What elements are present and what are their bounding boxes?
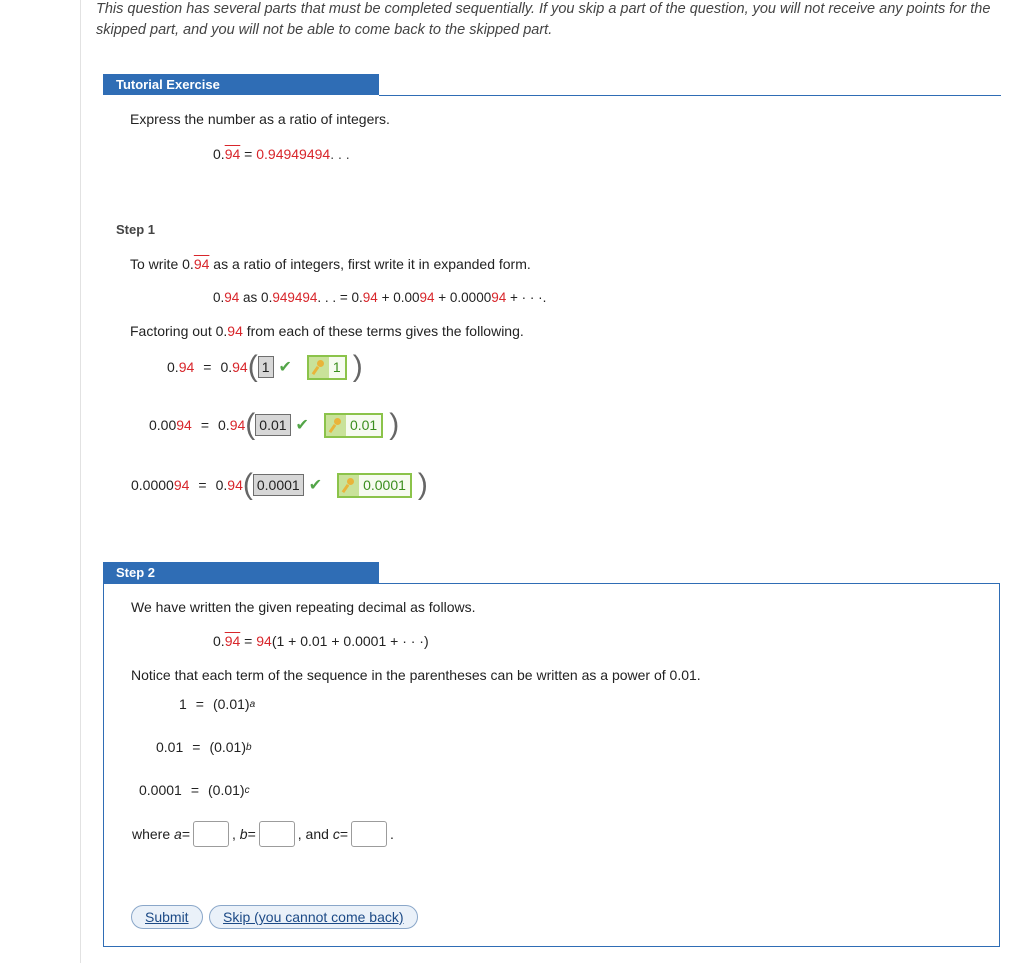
- answer-key-3: 0.0001: [337, 473, 412, 498]
- answer-key-2: 0.01: [324, 413, 383, 438]
- power-row: 0.0001 = (0.01) c: [139, 782, 250, 798]
- power-row: 0.01 = (0.01) b: [156, 739, 252, 755]
- content-frame-border: [80, 0, 81, 963]
- left-paren: (: [242, 468, 253, 501]
- key-icon: [326, 415, 346, 436]
- answer-line: where a = , b = , and c = .: [132, 821, 394, 847]
- key-icon: [339, 475, 359, 496]
- row-lhs: 0.94: [167, 359, 195, 375]
- skip-button[interactable]: Skip (you cannot come back): [209, 905, 418, 929]
- step1-factor-text: Factoring out 0.94 from each of these terms gives the following.: [130, 323, 524, 339]
- check-icon: ✔: [295, 417, 309, 434]
- tutorial-equation: 0.94 = 0.94949494. . .: [213, 146, 350, 162]
- answer-field-2: 0.01: [255, 414, 290, 436]
- intro-instructions: This question has several parts that must be completed sequentially. If you skip a part of the question, you will not receive any points for the skipped part, and you will not be able to come back to the skipped part.: [96, 1, 991, 38]
- tutorial-prompt: Express the number as a ratio of integers.: [130, 111, 390, 127]
- step2-header: Step 2: [103, 562, 379, 583]
- left-paren: (: [247, 350, 258, 383]
- input-b[interactable]: [259, 821, 295, 847]
- factor-row: [167, 352, 363, 382]
- row-rhs: 0.94: [220, 359, 248, 375]
- right-paren: ): [389, 408, 400, 441]
- key-icon: [309, 357, 329, 378]
- equals-sign: =: [198, 477, 207, 493]
- right-paren: ): [352, 350, 363, 383]
- check-icon: ✔: [308, 477, 323, 494]
- input-a[interactable]: [193, 821, 229, 847]
- equals-sign: =: [203, 359, 212, 375]
- answer-field-3: 0.0001: [253, 474, 304, 496]
- tutorial-header-rule: [379, 95, 1001, 96]
- step2-notice: Notice that each term of the sequence in the parentheses can be written as a power of 0.01.: [131, 667, 701, 683]
- factor-row: [131, 470, 428, 500]
- step2-equation: 0.94 = 94(1 + 0.01 + 0.0001 + · · ·): [213, 633, 429, 649]
- step1-label: Step 1: [116, 222, 156, 237]
- row-rhs: 0.94: [215, 477, 243, 493]
- submit-button[interactable]: Submit: [131, 905, 203, 929]
- row-lhs: 0.0094: [149, 417, 192, 433]
- step2-intro: We have written the given repeating decimal as follows.: [131, 599, 476, 615]
- step1-expanded-form: 0.94 as 0.949494. . . = 0.94 + 0.0094 + 0.000094 + · · ·.: [213, 290, 547, 305]
- left-paren: (: [245, 408, 256, 441]
- answer-field-1: 1: [258, 356, 274, 378]
- check-icon: ✔: [278, 359, 292, 376]
- power-row: 1 = (0.01) a: [179, 696, 256, 712]
- input-c[interactable]: [351, 821, 387, 847]
- row-lhs: 0.000094: [131, 477, 190, 493]
- factor-row: [149, 410, 399, 440]
- answer-key-1: 1: [307, 355, 347, 380]
- step1-instruction: To write 0.94 as a ratio of integers, first write it in expanded form.: [130, 256, 531, 272]
- row-rhs: 0.94: [218, 417, 246, 433]
- right-paren: ): [417, 468, 428, 501]
- equals-sign: =: [200, 417, 210, 433]
- tutorial-header: Tutorial Exercise: [103, 74, 379, 95]
